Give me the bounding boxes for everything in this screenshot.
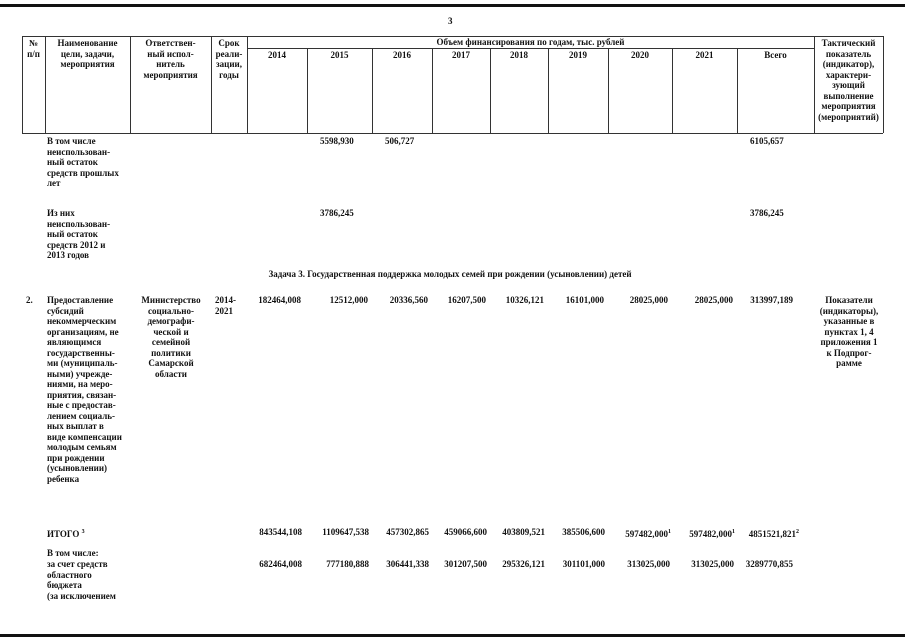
years-line xyxy=(247,48,814,49)
item2-term: 2014- 2021 xyxy=(215,295,236,316)
total-value-text: 597482,000 xyxy=(689,529,732,539)
total-value-2019 xyxy=(548,527,605,538)
total-value-text: 403809,521 xyxy=(502,527,545,537)
incl-value-2016: 306441,338 xyxy=(386,559,429,569)
incl-label: В том числе: xyxy=(47,548,99,558)
header-name: Наименование цели, задачи, мероприятия xyxy=(57,38,118,69)
item2-value-2020: 28025,000 xyxy=(629,295,668,305)
item2-value-2014: 182464,008 xyxy=(258,295,301,305)
incl-value-2021: 313025,000 xyxy=(691,559,734,569)
col-border-9 xyxy=(548,48,549,133)
incl-value-2019: 301101,000 xyxy=(562,559,605,569)
total-footnote-mark: 1 xyxy=(668,529,671,535)
row-of-which-total: 3786,245 xyxy=(750,208,784,218)
col-border-8 xyxy=(490,48,491,133)
header-responsible: Ответствен- ный испол- нитель мероприятия xyxy=(143,38,198,80)
header-year-2020: 2020 xyxy=(631,50,649,60)
header-num: № п/п xyxy=(27,38,40,59)
col-border-10 xyxy=(608,48,609,133)
header-term: Срок реали- зации, годы xyxy=(215,38,243,80)
item2-value-2015: 12512,000 xyxy=(329,295,368,305)
col-border-6 xyxy=(372,48,373,133)
incl-value-total: 3289770,855 xyxy=(745,559,793,569)
col-border-12 xyxy=(737,48,738,133)
total-label xyxy=(47,527,85,540)
header-year-2017: 2017 xyxy=(452,50,470,60)
total-value-text: 457302,865 xyxy=(386,527,429,537)
row-incl-unused-label: В том числе неиспользован- ный остаток средств прошлых лет xyxy=(47,136,119,188)
header-year-2021: 2021 xyxy=(695,50,714,60)
row-incl-unused-2015: 5598,930 xyxy=(320,136,354,146)
total-footnote-mark: 1 xyxy=(732,529,735,535)
col-border-7 xyxy=(432,48,433,133)
col-border-14 xyxy=(883,36,884,133)
total-value-text: 385506,600 xyxy=(562,527,605,537)
item2-value-2021: 28025,000 xyxy=(694,295,733,305)
incl-value-2020: 313025,000 xyxy=(627,559,670,569)
total-value-total xyxy=(737,527,799,540)
total-value-2015 xyxy=(307,527,369,538)
header-year-2019: 2019 xyxy=(569,50,587,60)
header-year-2014: 2014 xyxy=(268,50,286,60)
item2-value-total: 313997,189 xyxy=(750,295,793,305)
row-incl-unused-2016: 506,727 xyxy=(385,136,415,146)
item2-value-2019: 16101,000 xyxy=(565,295,604,305)
total-value-2017 xyxy=(432,527,487,538)
total-value-2018 xyxy=(490,527,545,538)
row-incl-unused-total: 6105,657 xyxy=(750,136,784,146)
total-value-2020 xyxy=(608,527,671,540)
incl-regional-label: за счет средств областного бюджета (за исключением xyxy=(47,559,116,601)
item2-value-2017: 16207,500 xyxy=(447,295,486,305)
incl-value-2018: 295326,121 xyxy=(502,559,545,569)
total-value-text: 4851521,821 xyxy=(748,529,796,539)
page-number: 3 xyxy=(448,16,453,26)
incl-value-2014: 682464,008 xyxy=(259,559,302,569)
task3-title: Задача 3. Государственная поддержка молодых семей при рождении (усыновлении) детей xyxy=(268,269,632,279)
bottom-rule xyxy=(0,634,905,637)
header-indicator: Тактический показатель (индикатор), характери- зующий выполнение мероприятия (мероприятий) xyxy=(818,38,879,122)
incl-value-2015: 777180,888 xyxy=(326,559,369,569)
item2-name: Предоставление субсидий некоммерческим организациям, не являющимся государственны- ми (муниципаль- ными) учрежде- ниями, на меро- приятия, связан- ные с предостав- лением социаль- ных выплат в виде компенсации молодым семьям при рождении (усыновлении) ребенка xyxy=(47,295,122,484)
total-value-text: 597482,000 xyxy=(625,529,668,539)
header-total: Всего xyxy=(764,50,787,60)
total-label-text: ИТОГО xyxy=(47,529,80,539)
item2-responsible: Министерство социально- демографи- ческой и семейной политики Самарской области xyxy=(141,295,201,379)
total-value-2014 xyxy=(247,527,302,538)
row-of-which-2015: 3786,245 xyxy=(320,208,354,218)
total-footnote-mark: 2 xyxy=(796,529,799,535)
item2-value-2016: 20336,560 xyxy=(389,295,428,305)
header-year-2016: 2016 xyxy=(393,50,411,60)
header-year-2015: 2015 xyxy=(330,50,349,60)
item2-indicator: Показатели (индикаторы), указанные в пунктах 1, 4 приложения 1 к Подпрог- рамме xyxy=(819,295,879,368)
header-year-2018: 2018 xyxy=(510,50,528,60)
incl-value-2017: 301207,500 xyxy=(444,559,487,569)
item2-value-2018: 10326,121 xyxy=(505,295,544,305)
total-value-2021 xyxy=(672,527,735,540)
header-funding-group: Объем финансирования по годам, тыс. рублей xyxy=(436,37,625,47)
col-border-5 xyxy=(307,48,308,133)
total-value-text: 843544,108 xyxy=(259,527,302,537)
total-label-sup: 3 xyxy=(81,529,85,535)
top-rule xyxy=(0,4,905,7)
total-value-2016 xyxy=(372,527,429,538)
row-of-which-label: Из них неиспользован- ный остаток средств 2012 и 2013 годов xyxy=(47,208,111,260)
total-value-text: 1109647,538 xyxy=(322,527,369,537)
item2-num: 2. xyxy=(26,295,33,305)
total-value-text: 459066,600 xyxy=(444,527,487,537)
col-border-11 xyxy=(672,48,673,133)
header-bottom-line xyxy=(22,133,883,134)
